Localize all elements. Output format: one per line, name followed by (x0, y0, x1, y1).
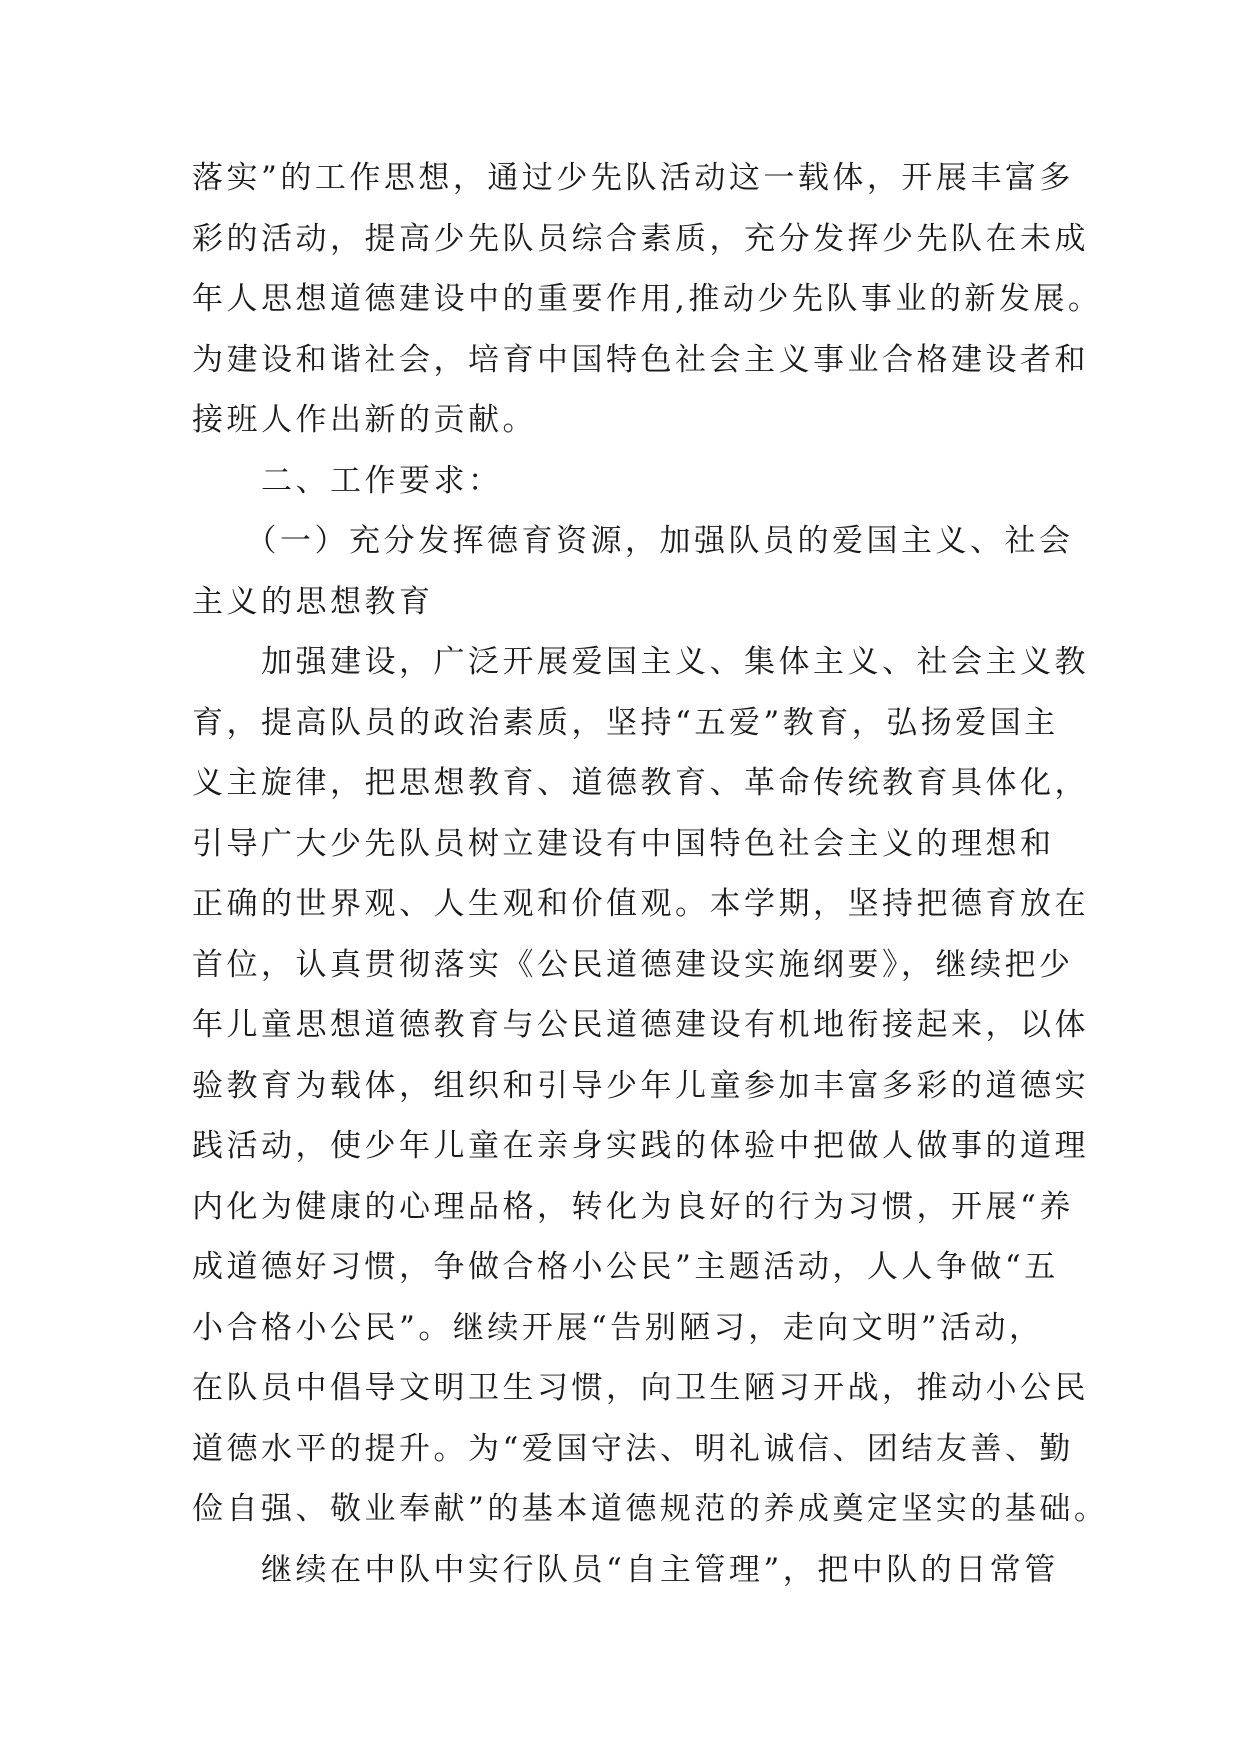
text-line: 内化为健康的心理品格，转化为良好的行为习惯，开展“养 (192, 1188, 1074, 1225)
text-line: 引导广大少先队员树立建设有中国特色社会主义的理想和 (192, 825, 1055, 862)
subsection-heading-line-2: 主义的思想教育 (192, 583, 434, 620)
text-line: 年人思想道德建设中的重要作用,推动少先队事业的新发展。 (192, 281, 1103, 317)
text-line: 年儿童思想道德教育与公民道德建设有机地衔接起来，以体 (192, 1007, 1089, 1043)
text-line: 落实”的工作思想，通过少先队活动这一载体，开展丰富多 (192, 160, 1074, 196)
subsection-heading-line-1: （一）充分发挥德育资源，加强队员的爱国主义、社会 (192, 523, 1074, 559)
text-line: 为建设和谐社会，培育中国特色社会主义事业合格建设者和 (192, 341, 1089, 378)
body-text (192, 148, 1109, 1600)
text-line: 道德水平的提升。为“爱国守法、明礼诚信、团结友善、勤 (192, 1430, 1074, 1467)
text-line: 接班人作出新的贡献。 (192, 402, 537, 438)
section-heading: 二、工作要求： (192, 462, 503, 499)
text-line: 正确的世界观、人生观和价值观。本学期，坚持把德育放在 (192, 886, 1089, 922)
text-line: 小合格小公民”。继续开展“告别陋习，走向文明”活动， (192, 1309, 1044, 1346)
text-line: 俭自强、敬业奉献”的基本道德规范的养成奠定坚实的基础。 (192, 1491, 1109, 1527)
text-line: 成道德好习惯，争做合格小公民”主题活动，人人争做“五 (192, 1249, 1059, 1285)
text-line: 践活动，使少年儿童在亲身实践的体验中把做人做事的道理 (192, 1128, 1089, 1164)
text-line: 彩的活动，提高少先队员综合素质，充分发挥少先队在未成 (192, 220, 1089, 257)
text-line: 继续在中队中实行队员“自主管理”，把中队的日常管 (192, 1551, 1059, 1588)
text-line: 验教育为载体，组织和引导少年儿童参加丰富多彩的道德实 (192, 1067, 1089, 1104)
text-line: 首位，认真贯彻落实《公民道德建设实施纲要》，继续把少 (192, 946, 1074, 983)
text-line: 加强建设，广泛开展爱国主义、集体主义、社会主义教 (192, 644, 1089, 680)
text-line: 义主旋律，把思想教育、道德教育、革命传统教育具体化， (192, 765, 1089, 801)
text-line: 育，提高队员的政治素质，坚持“五爱”教育，弘扬爱国主 (192, 704, 1059, 741)
text-line: 在队员中倡导文明卫生习惯，向卫生陋习开战，推动小公民 (192, 1370, 1089, 1406)
